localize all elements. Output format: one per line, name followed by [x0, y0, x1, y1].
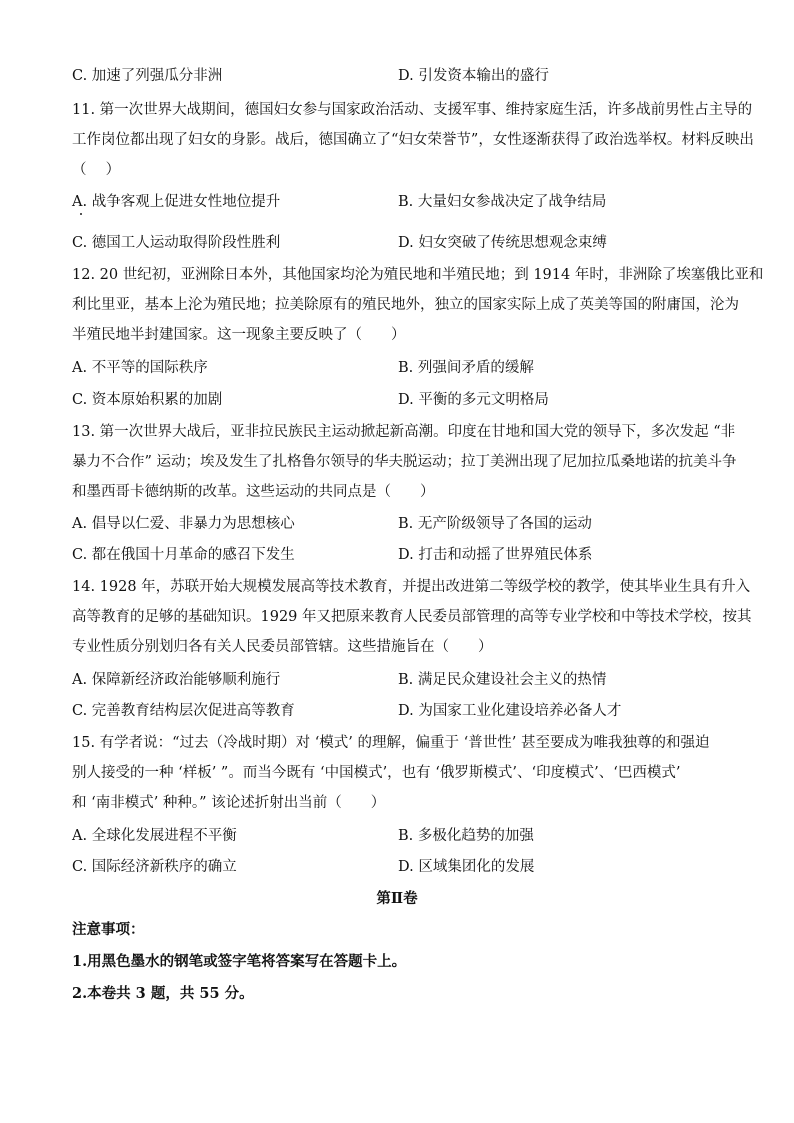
q12-stem-line-3: 半殖民地半封建国家。这一现象主要反映了（ ）: [72, 327, 406, 343]
q15-option-d: D. 区域集团化的发展: [398, 859, 535, 875]
q12-stem-line-2: 利比里亚，基本上沦为殖民地；拉美除原有的殖民地外，独立的国家实际上成了英美等国的附庸国，沦为: [72, 297, 739, 313]
q10-option-d: D. 引发资本输出的盛行: [398, 68, 549, 84]
q13-option-a: A. 倡导以仁爱、非暴力为思想核心: [72, 516, 295, 532]
q11-option-b: B. 大量妇女参战决定了战争结局: [398, 194, 607, 210]
q15-option-c: C. 国际经济新秩序的确立: [72, 859, 237, 875]
q12-option-b: B. 列强间矛盾的缓解: [398, 360, 534, 376]
notice-heading: 注意事项：: [72, 921, 145, 938]
q11-stem-line-1: 11. 第一次世界大战期间，德国妇女参与国家政治活动、支援军事、维持家庭生活，许多战前男性占主导的: [72, 102, 753, 118]
q15-stem-line-2: 别人接受的一种 ‘样板’ ”。而当今既有 ‘中国模式’，也有 ‘俄罗斯模式’、‘印度模式’、‘巴西模式’: [72, 765, 681, 781]
q14-option-c: C. 完善教育结构层次促进高等教育: [72, 703, 295, 719]
q12-option-a: A. 不平等的国际秩序: [72, 360, 208, 376]
q14-stem-line-1: 14. 1928 年，苏联开始大规模发展高等技术教育，并提出改进第二等级学校的教学，使其毕业生具有升入: [72, 579, 751, 595]
q14-stem-line-3: 专业性质分别划归各有关人民委员部管辖。这些措施旨在（ ）: [72, 639, 493, 655]
q12-option-c: C. 资本原始积累的加剧: [72, 392, 223, 408]
q15-stem-line-1: 15. 有学者说：“过去（冷战时期）对 ‘模式’ 的理解，偏重于 ‘普世性’ 甚至要成为唯我独尊的和强迫: [72, 735, 710, 751]
q13-option-b: B. 无产阶级领导了各国的运动: [398, 516, 592, 532]
q12-stem-line-1: 12. 20 世纪初，亚洲除日本外，其他国家均沦为殖民地和半殖民地；到 1914 年时，非洲除了埃塞俄比亚和: [72, 267, 764, 283]
q11-stem-line-2: 工作岗位都出现了妇女的身影。战后，德国确立了“妇女荣誉节”，女性逐渐获得了政治选举权。材料反映出: [72, 132, 754, 148]
q13-stem-line-1: 13. 第一次世界大战后，亚非拉民族民主运动掀起新高潮。印度在甘地和国大党的领导下，多次发起 “非: [72, 424, 736, 440]
q15-option-b: B. 多极化趋势的加强: [398, 828, 534, 844]
stray-dot: [80, 213, 82, 215]
q14-option-d: D. 为国家工业化建设培养必备人才: [398, 703, 622, 719]
q11-option-c: C. 德国工人运动取得阶段性胜利: [72, 235, 281, 251]
q14-option-a: A. 保障新经济政治能够顺利施行: [72, 672, 281, 688]
q11-option-d: D. 妇女突破了传统思想观念束缚: [398, 235, 607, 251]
q11-option-a: A. 战争客观上促进女性地位提升: [72, 194, 281, 210]
q14-stem-line-2: 高等教育的足够的基础知识。1929 年又把原来教育人民委员部管理的高等专业学校和中等技术学校，按其: [72, 609, 752, 625]
notice-item-1: 1.用黑色墨水的钢笔或签字笔将答案写在答题卡上。: [72, 953, 407, 970]
q13-option-d: D. 打击和动摇了世界殖民体系: [398, 547, 593, 563]
q15-option-a: A. 全球化发展进程不平衡: [72, 828, 237, 844]
q14-option-b: B. 满足民众建设社会主义的热情: [398, 672, 607, 688]
q11-answer-blank: （ ）: [72, 162, 121, 178]
q13-stem-line-2: 暴力不合作” 运动；埃及发生了扎格鲁尔领导的华夫脱运动；拉丁美洲出现了尼加拉瓜桑地诺的抗美斗争: [72, 454, 737, 470]
notice-item-2: 2.本卷共 3 题，共 55 分。: [72, 985, 254, 1002]
q12-option-d: D. 平衡的多元文明格局: [398, 392, 549, 408]
section-title: 第Ⅱ卷: [376, 890, 418, 907]
q10-option-c: C. 加速了列强瓜分非洲: [72, 68, 223, 84]
q13-option-c: C. 都在俄国十月革命的感召下发生: [72, 547, 295, 563]
q13-stem-line-3: 和墨西哥卡德纳斯的改革。这些运动的共同点是（ ）: [72, 484, 435, 500]
q15-stem-line-3: 和 ‘南非模式’ 种种。” 该论述折射出当前（ ）: [72, 795, 386, 811]
